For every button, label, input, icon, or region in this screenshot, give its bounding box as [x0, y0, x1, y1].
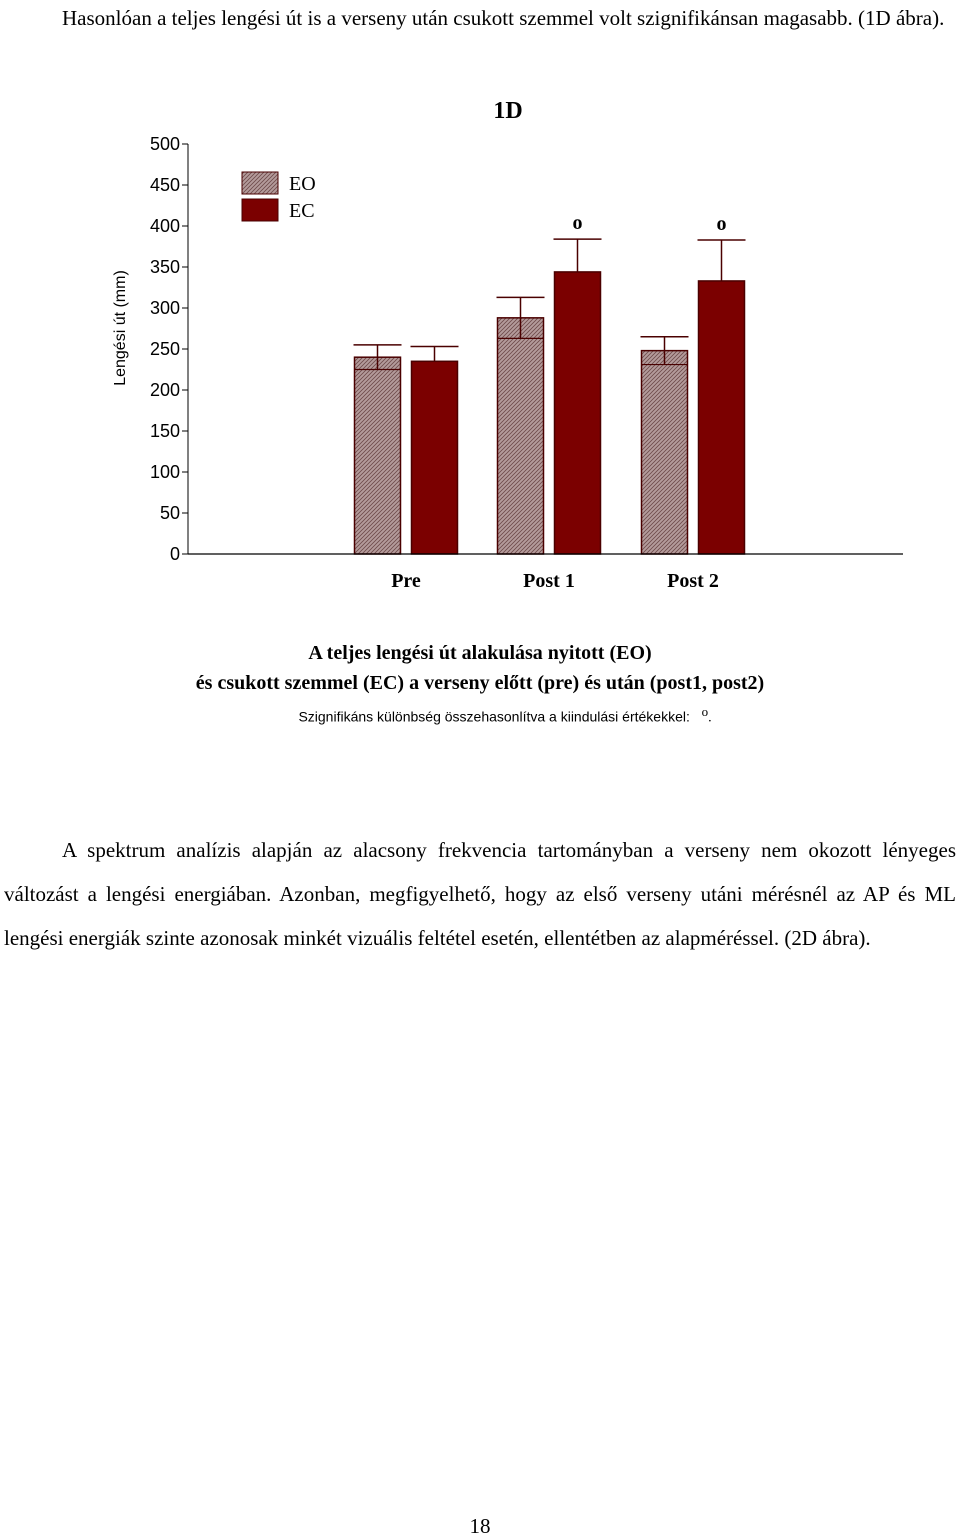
y-tick-label-400: 400: [149, 216, 180, 236]
legend: [242, 172, 316, 222]
caption-note: [0, 704, 960, 727]
bar-chart-1d: [0, 80, 960, 610]
y-tick-label-300: 300: [149, 298, 180, 318]
bar-eo-post-2: [642, 351, 688, 554]
caption-line-1: A teljes lengési út alakulása nyitott (EO): [308, 642, 652, 664]
x-tick-label-post-1: Post 1: [523, 570, 575, 592]
bar-ec-post-1: [555, 272, 601, 554]
legend-swatch-ec: [242, 199, 278, 221]
y-tick-label-450: 450: [149, 175, 180, 195]
bar-ec-pre: [412, 361, 458, 554]
y-tick-label-350: 350: [149, 257, 180, 277]
caption-note-text: Szignifikáns különbség összehasonlítva a kiindulási értékekkel:: [298, 708, 690, 725]
paragraph-spectrum: [4, 828, 956, 960]
significance-ec-post-2: o: [716, 212, 727, 235]
paragraph-intro-text: Hasonlóan a teljes lengési út is a verseny után csukott szemmel volt szignifikánsan magasabb. (1D ábra).: [62, 6, 945, 30]
bar-eo-post-1: [498, 318, 544, 554]
bar-eo-pre: [355, 357, 401, 554]
caption-line-2: és csukott szemmel (EC) a verseny előtt (pre) és után (post1, post2): [195, 672, 765, 694]
x-axis: [188, 554, 903, 592]
y-tick-label-200: 200: [149, 380, 180, 400]
y-tick-label-100: 100: [149, 462, 180, 482]
bars: [354, 212, 746, 554]
bar-ec-post-2: [699, 281, 745, 554]
legend-swatch-eo: [242, 172, 278, 194]
legend-label-ec: EC: [289, 200, 315, 222]
y-tick-label-150: 150: [149, 421, 180, 441]
caption-note-end: .: [708, 710, 712, 726]
y-tick-label-0: 0: [169, 544, 180, 564]
x-tick-label-post-2: Post 2: [667, 570, 719, 592]
page-number: 18: [469, 1514, 491, 1538]
y-axis-label: Lengési út (mm): [112, 270, 129, 386]
y-tick-label-50: 50: [159, 503, 180, 523]
paragraph-spectrum-text: A spektrum analízis alapján az alacsony frekvencia tartományban a verseny nem okozott lényeges változást a lengési energiában. Azonban, megfigyelhető, hogy az első verseny utáni mérésnél az AP és ML lengési energiák szinte azonosak minkét vizuális feltétel esetén, ellentétben az alapméréssel. (2D ábra).: [4, 838, 956, 950]
legend-label-eo: EO: [289, 173, 316, 195]
chart-title: 1D: [493, 98, 523, 124]
y-tick-label-500: 500: [149, 134, 180, 154]
y-axis: [150, 134, 188, 564]
caption-note-marker: o: [701, 704, 709, 719]
significance-ec-post-1: o: [572, 212, 583, 235]
paragraph-intro: [4, 0, 956, 40]
x-tick-label-pre: Pre: [391, 570, 421, 592]
y-tick-label-250: 250: [149, 339, 180, 359]
